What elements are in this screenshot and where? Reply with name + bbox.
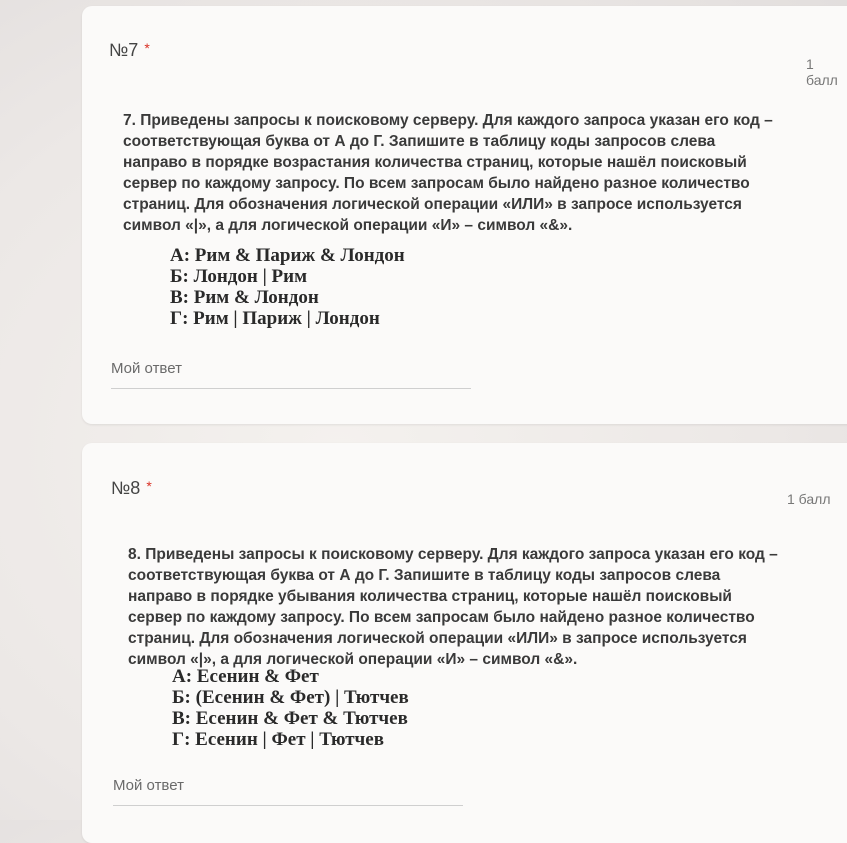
required-mark: * (146, 478, 152, 494)
answer-underline (113, 805, 463, 806)
question-text-line: сервер по каждому запросу. По всем запросам было найдено разное количество (128, 609, 755, 626)
question-text-line: 8. Приведены запросы к поисковому серверу. Для каждого запроса указан его код – (128, 546, 778, 563)
question-text-line: соответствующая буква от А до Г. Запишите в таблицу коды запросов слева (123, 133, 716, 150)
query-item: Б: (Есенин & Фет) | Тютчев (172, 687, 409, 708)
question-text-line: 7. Приведены запросы к поисковому серверу. Для каждого запроса указан его код – (123, 112, 773, 129)
query-item: Г: Есенин | Фет | Тютчев (172, 729, 384, 750)
question-text-line: символ «|», а для логической операции «И» – символ «&». (123, 217, 573, 234)
question-text-line: соответствующая буква от А до Г. Запишите в таблицу коды запросов слева (128, 567, 721, 584)
question-text (123, 110, 847, 236)
question-text-line: сервер по каждому запросу. По всем запросам было найдено разное количество (123, 175, 750, 192)
question-text-line: страниц. Для обозначения логической операции «ИЛИ» в запросе используется (128, 630, 747, 647)
answer-input[interactable]: Мой ответ (113, 777, 184, 794)
query-item: Б: Лондон | Рим (170, 266, 308, 287)
points-label: 1 балл (787, 491, 831, 507)
question-number-label: №8 (111, 478, 141, 498)
question-number (109, 40, 150, 61)
query-item: В: Рим & Лондон (170, 287, 319, 308)
query-list (170, 245, 405, 329)
question-text-line: символ «|», а для логической операции «И» – символ «&». (128, 651, 578, 668)
question-text-line: страниц. Для обозначения логической операции «ИЛИ» в запросе используется (123, 196, 742, 213)
query-item: В: Есенин & Фет & Тютчев (172, 708, 408, 729)
query-item: А: Рим & Париж & Лондон (170, 245, 405, 266)
question-number-label: №7 (109, 40, 139, 60)
question-text-line: направо в порядке убывания количества страниц, которые нашёл поисковый (128, 588, 732, 605)
query-item: Г: Рим | Париж | Лондон (170, 308, 380, 329)
question-text-line: направо в порядке возрастания количества страниц, которые нашёл поисковый (123, 154, 747, 171)
answer-input[interactable]: Мой ответ (111, 360, 182, 377)
question-text (128, 544, 847, 670)
query-list (172, 666, 409, 750)
required-mark: * (144, 40, 150, 56)
answer-underline (111, 388, 471, 389)
question-number (111, 478, 152, 499)
points-label: 1 балл (806, 56, 838, 88)
query-item: А: Есенин & Фет (172, 666, 319, 687)
